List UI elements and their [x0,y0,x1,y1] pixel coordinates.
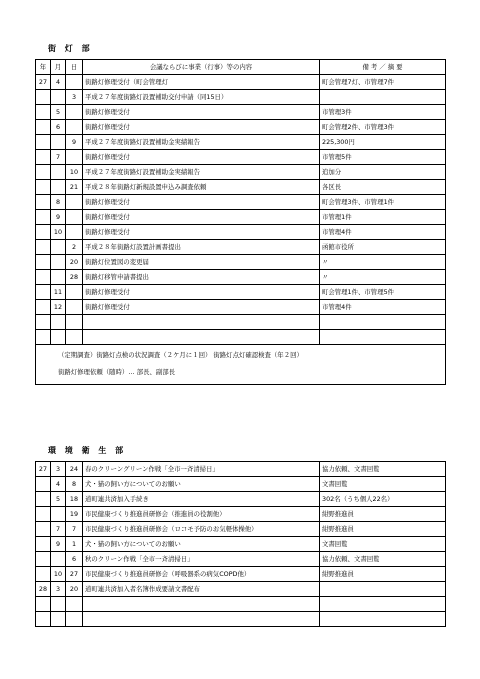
remarks-cell: 町会管理2件、市管理3件 [320,120,446,135]
content-cell: 街路灯修理受付 [83,195,320,210]
day-cell: 18 [66,492,83,507]
remarks-cell: 協力依頼、文書回覧 [320,462,446,477]
content-cell: 街路灯修理受付 [83,300,320,315]
table-row [36,285,446,300]
table-row [36,210,446,225]
year-cell [36,315,51,330]
content-cell: 犬・猫の飼い方についてのお願い [83,537,320,552]
note-line: （定期調査）街路灯点検の状況調査（２ケ月に１回） 街路灯点灯確認検査（年２回） [58,351,303,359]
table-row [36,507,446,522]
street-notes-row [36,345,446,385]
month-cell [51,315,66,330]
year-cell [36,330,51,345]
year-cell [36,270,51,285]
month-cell: 9 [51,537,66,552]
content-cell: 春のクリーングリーン作戦「全市一斉清掃日」 [83,462,320,477]
content-cell [83,597,320,612]
month-cell [51,240,66,255]
table-row [36,477,446,492]
day-cell [66,315,83,330]
month-cell: 9 [51,210,66,225]
month-cell: 11 [51,285,66,300]
day-cell [66,210,83,225]
remarks-cell [320,597,446,612]
table-row [36,567,446,582]
year-cell [36,150,51,165]
year-cell [36,300,51,315]
table-row [36,612,446,627]
year-cell [36,135,51,150]
remarks-cell: 町会管理7灯、市管理7件 [320,75,446,90]
year-cell [36,195,51,210]
year-cell [36,90,51,105]
day-cell [66,300,83,315]
content-cell: 平成２７年度街路灯設置補助金実績報告 [83,135,320,150]
street-notes [36,345,446,385]
month-cell: 12 [51,300,66,315]
table-row [36,552,446,567]
year-cell [36,255,51,270]
remarks-cell [320,330,446,345]
remarks-cell [320,90,446,105]
content-cell: 道町連共済加入者名簿作成要請文書配布 [83,582,320,597]
remarks-cell: 各区長 [320,180,446,195]
content-cell [83,315,320,330]
year-cell: 27 [36,75,51,90]
remarks-cell: 紺野推進員 [320,522,446,537]
month-cell: 4 [51,75,66,90]
table-row [36,195,446,210]
table-row [36,240,446,255]
header-year: 年 [36,60,51,75]
month-cell: 4 [51,477,66,492]
content-cell: 平成２８年街路灯設置計画書提出 [83,240,320,255]
month-cell [51,507,66,522]
table-row [36,120,446,135]
table-row [36,180,446,195]
month-cell: 8 [51,195,66,210]
day-cell [66,612,83,627]
remarks-cell: 市管理1件 [320,210,446,225]
day-cell: 10 [66,165,83,180]
day-cell: 3 [66,90,83,105]
content-cell: 平成２７年度街路灯設置補助交付申請（同15日） [83,90,320,105]
header-month: 月 [51,60,66,75]
remarks-cell: 文書回覧 [320,537,446,552]
remarks-cell: 〃 [320,270,446,285]
remarks-cell: 町会管理3件、市管理1件 [320,195,446,210]
day-cell: 6 [66,552,83,567]
year-cell [36,507,51,522]
remarks-cell: 函館市役所 [320,240,446,255]
month-cell [51,597,66,612]
day-cell: 1 [66,537,83,552]
month-cell [51,552,66,567]
month-cell [51,330,66,345]
remarks-cell: 302名（うち個人22名） [320,492,446,507]
year-cell [36,120,51,135]
table-row [36,300,446,315]
year-cell: 28 [36,582,51,597]
table-row [36,597,446,612]
year-cell [36,612,51,627]
remarks-cell: 追加分 [320,165,446,180]
day-cell [66,120,83,135]
remarks-cell: 225,300円 [320,135,446,150]
year-cell [36,552,51,567]
header-content: 会議ならびに事業（行事）等の内容 [83,60,320,75]
header-remarks: 備 考 ／ 摘 要 [320,60,446,75]
day-cell: 19 [66,507,83,522]
month-cell: 6 [51,120,66,135]
remarks-cell: 市管理5件 [320,150,446,165]
content-cell: 街路灯修理受付 [83,225,320,240]
day-cell: 27 [66,567,83,582]
year-cell [36,225,51,240]
table-row [36,537,446,552]
remarks-cell [320,315,446,330]
day-cell [66,285,83,300]
month-cell [51,255,66,270]
content-cell: 街路灯移管申請書提出 [83,270,320,285]
table-row [36,150,446,165]
month-cell [51,135,66,150]
table-row [36,75,446,90]
remarks-cell [320,612,446,627]
day-cell [66,597,83,612]
table-row [36,462,446,477]
day-cell: 20 [66,582,83,597]
content-cell: 街路灯修理受付 [83,105,320,120]
street-light-table [35,59,446,385]
year-cell [36,537,51,552]
remarks-cell: 市管理3件 [320,105,446,120]
month-cell: 10 [51,225,66,240]
year-cell: 27 [36,462,51,477]
day-cell [66,225,83,240]
month-cell [51,612,66,627]
year-cell [36,210,51,225]
month-cell: 7 [51,522,66,537]
remarks-cell: 協力依頼、文書回覧 [320,552,446,567]
table-row [36,90,446,105]
year-cell [36,477,51,492]
year-cell [36,567,51,582]
year-cell [36,240,51,255]
day-cell: 28 [66,270,83,285]
content-cell: 街路灯修理受付 [83,210,320,225]
day-cell: 7 [66,522,83,537]
year-cell [36,522,51,537]
content-cell: 街路灯修理受付 [83,285,320,300]
month-cell: 5 [51,105,66,120]
day-cell: 24 [66,462,83,477]
table-row [36,270,446,285]
table-row [36,315,446,330]
content-cell: 道町連共済加入手続き [83,492,320,507]
street-section-title: 街 灯 部 [48,44,93,53]
content-cell: 市民健康づくり推進員研修会（ロコモ予防のお気軽体操他） [83,522,320,537]
remarks-cell: 町会管理1件、市管理5件 [320,285,446,300]
content-cell: 平成２７年度街路灯設置補助金実績報告 [83,165,320,180]
table-row [36,225,446,240]
day-cell [66,330,83,345]
table-row [36,492,446,507]
year-cell [36,180,51,195]
month-cell: 3 [51,582,66,597]
header-day: 日 [66,60,83,75]
month-cell: 7 [51,150,66,165]
year-cell [36,597,51,612]
env-section-title: 環 境 衛 生 部 [48,446,127,455]
content-cell: 秋のクリーン作戦「全市一斉清掃日」 [83,552,320,567]
remarks-cell [320,582,446,597]
note-line: 街路灯修理依頼（随時）… 部長、副部長 [58,368,176,376]
year-cell [36,285,51,300]
content-cell: 街路灯位置図の変更届 [83,255,320,270]
content-cell: 市民健康づくり推進員研修会（呼吸器系の病気COPD他） [83,567,320,582]
remarks-cell: 市管理4件 [320,225,446,240]
year-cell [36,105,51,120]
table-row [36,330,446,345]
day-cell: 20 [66,255,83,270]
table-header-row [36,60,446,75]
month-cell: 5 [51,492,66,507]
month-cell [51,180,66,195]
remarks-cell: 〃 [320,255,446,270]
day-cell: 2 [66,240,83,255]
table-row [36,582,446,597]
content-cell [83,330,320,345]
content-cell: 平成２８年街路灯新規設置申込み調査依頼 [83,180,320,195]
remarks-cell: 文書回覧 [320,477,446,492]
remarks-cell: 市管理4件 [320,300,446,315]
remarks-cell: 紺野推進員 [320,507,446,522]
content-cell [83,612,320,627]
month-cell [51,90,66,105]
content-cell: 市民健康づくり推進員研修会（推進員の役割他） [83,507,320,522]
day-cell: 21 [66,180,83,195]
day-cell [66,75,83,90]
year-cell [36,492,51,507]
content-cell: 街路灯修理受付 [83,150,320,165]
content-cell: 犬・猫の飼い方についてのお願い [83,477,320,492]
table-row [36,105,446,120]
environment-hygiene-table [35,461,446,627]
day-cell: 9 [66,135,83,150]
month-cell: 3 [51,462,66,477]
month-cell [51,270,66,285]
day-cell [66,195,83,210]
month-cell: 10 [51,567,66,582]
month-cell [51,165,66,180]
day-cell [66,105,83,120]
table-row [36,522,446,537]
content-cell: 街路灯修理受付（町会管理灯 [83,75,320,90]
table-row [36,135,446,150]
content-cell: 街路灯修理受付 [83,120,320,135]
table-row [36,255,446,270]
table-row [36,165,446,180]
remarks-cell: 紺野推進員 [320,567,446,582]
day-cell: 8 [66,477,83,492]
day-cell [66,150,83,165]
year-cell [36,165,51,180]
